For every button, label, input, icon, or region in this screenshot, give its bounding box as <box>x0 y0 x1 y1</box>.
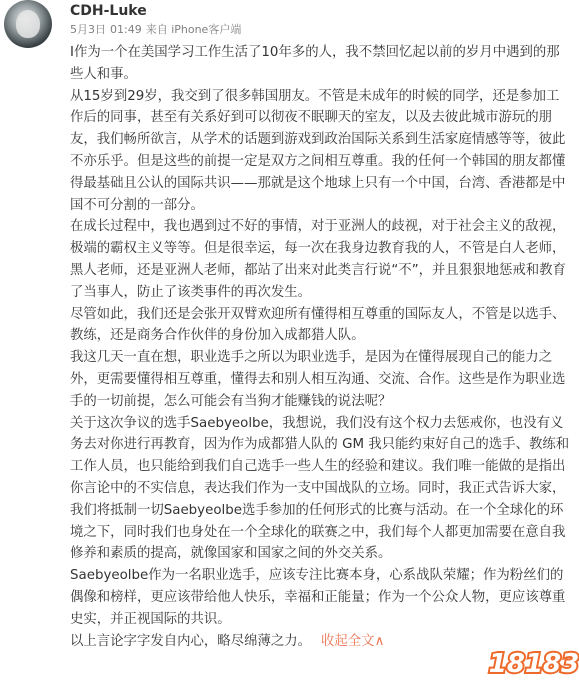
avatar-figure <box>16 10 40 38</box>
paragraph-text: 以上言论字字发自内心，略尽绵薄之力。 <box>70 633 312 649</box>
post-content <box>70 42 570 652</box>
username[interactable]: CDH-Luke <box>70 3 147 19</box>
paragraph: 从15岁到29岁，我交到了很多韩国朋友。不管是未成年的时候的同学，还是参加工作后的同事，甚至有关系好到可以彻夜不眠聊天的室友，以及去彼此城市游玩的朋友，我们畅所欲言，从学术的话题到游戏到政治国际关系到生活家庭情感等等，彼此不亦乐乎。但是这些的前提一定是双方之间相互尊重。我的任何一个韩国的朋友都懂得最基础且公认的国际共识——那就是这个地球上只有一个中国，台湾、香港都是中国不可分割的一部分。 <box>70 88 566 213</box>
chevron-up-icon: ∧ <box>374 633 385 649</box>
post-date[interactable]: 5月3日 <box>70 23 106 36</box>
post-source: 来自 iPhone客户端 <box>145 23 242 36</box>
paragraph: 在成长过程中，我也遇到过不好的事情，对于亚洲人的歧视，对于社会主义的敌视，极端的霸权主义等等。但是很幸运，每一次在我身边教育我的人，不管是白人老师，黑人老师，还是亚洲人老师，都站了出来对此类言行说“不”，并且狠狠地惩戒和教育了当事人，防止了该类事件的再次发生。 <box>70 219 566 300</box>
paragraph: Saebyeolbe作为一名职业选手，应该专注比赛本身，心系战队荣耀；作为粉丝们的偶像和榜样，更应该带给他人快乐，幸福和正能量；作为一个公众人物，更应该尊重史实，并正视国际的共识。 <box>70 568 566 627</box>
paragraph: 尽管如此，我们还是会张开双臂欢迎所有懂得相互尊重的国际友人，不管是以选手、教练，还是商务合作伙伴的身份加入成都猎人队。 <box>70 306 566 344</box>
site-watermark-logo <box>488 640 579 684</box>
post-time[interactable]: 01:49 <box>110 23 142 36</box>
paragraph: 关于这次争议的选手Saebyeolbe，我想说，我们没有这个权力去惩戒你，也没有义务去对你进行再教育，因为作为成都猎人队的 GM 我只能约束好自己的选手、教练和工作人员，也只能给到我们自己选手一些人生的经验和建议。我们唯一能做的是指出你言论中的不实信息，表达我们作为一支中国战队的立场。同时，我正式告诉大家，我们将抵制一切Saebyeolbe选手参加的任何形式的比赛与活动。在一个全球化的环境之下，同时我们也身处在一个全球化的联赛之中，我们每个人都更加需要在意自我修养和素质的提高，就像国家和国家之间的外交关系。 <box>70 415 570 562</box>
paragraph: 我这几天一直在想，职业选手之所以为职业选手，是因为在懂得展现自己的能力之外，更需要懂得相互尊重，懂得去和别人相互沟通、交流、合作。这些是作为职业选手的一切前提，怎么可能会有当狗才能赚钱的说法呢？ <box>70 350 566 409</box>
avatar[interactable] <box>4 0 52 48</box>
watermark-text: 18183 <box>488 649 579 679</box>
post-meta <box>70 23 245 37</box>
collapse-label: 收起全文 <box>321 633 375 649</box>
paragraph: I作为一个在美国学习工作生活了10年多的人，我不禁回忆起以前的岁月中遇到的那些人和事。 <box>70 45 560 82</box>
collapse-button[interactable] <box>321 634 384 649</box>
